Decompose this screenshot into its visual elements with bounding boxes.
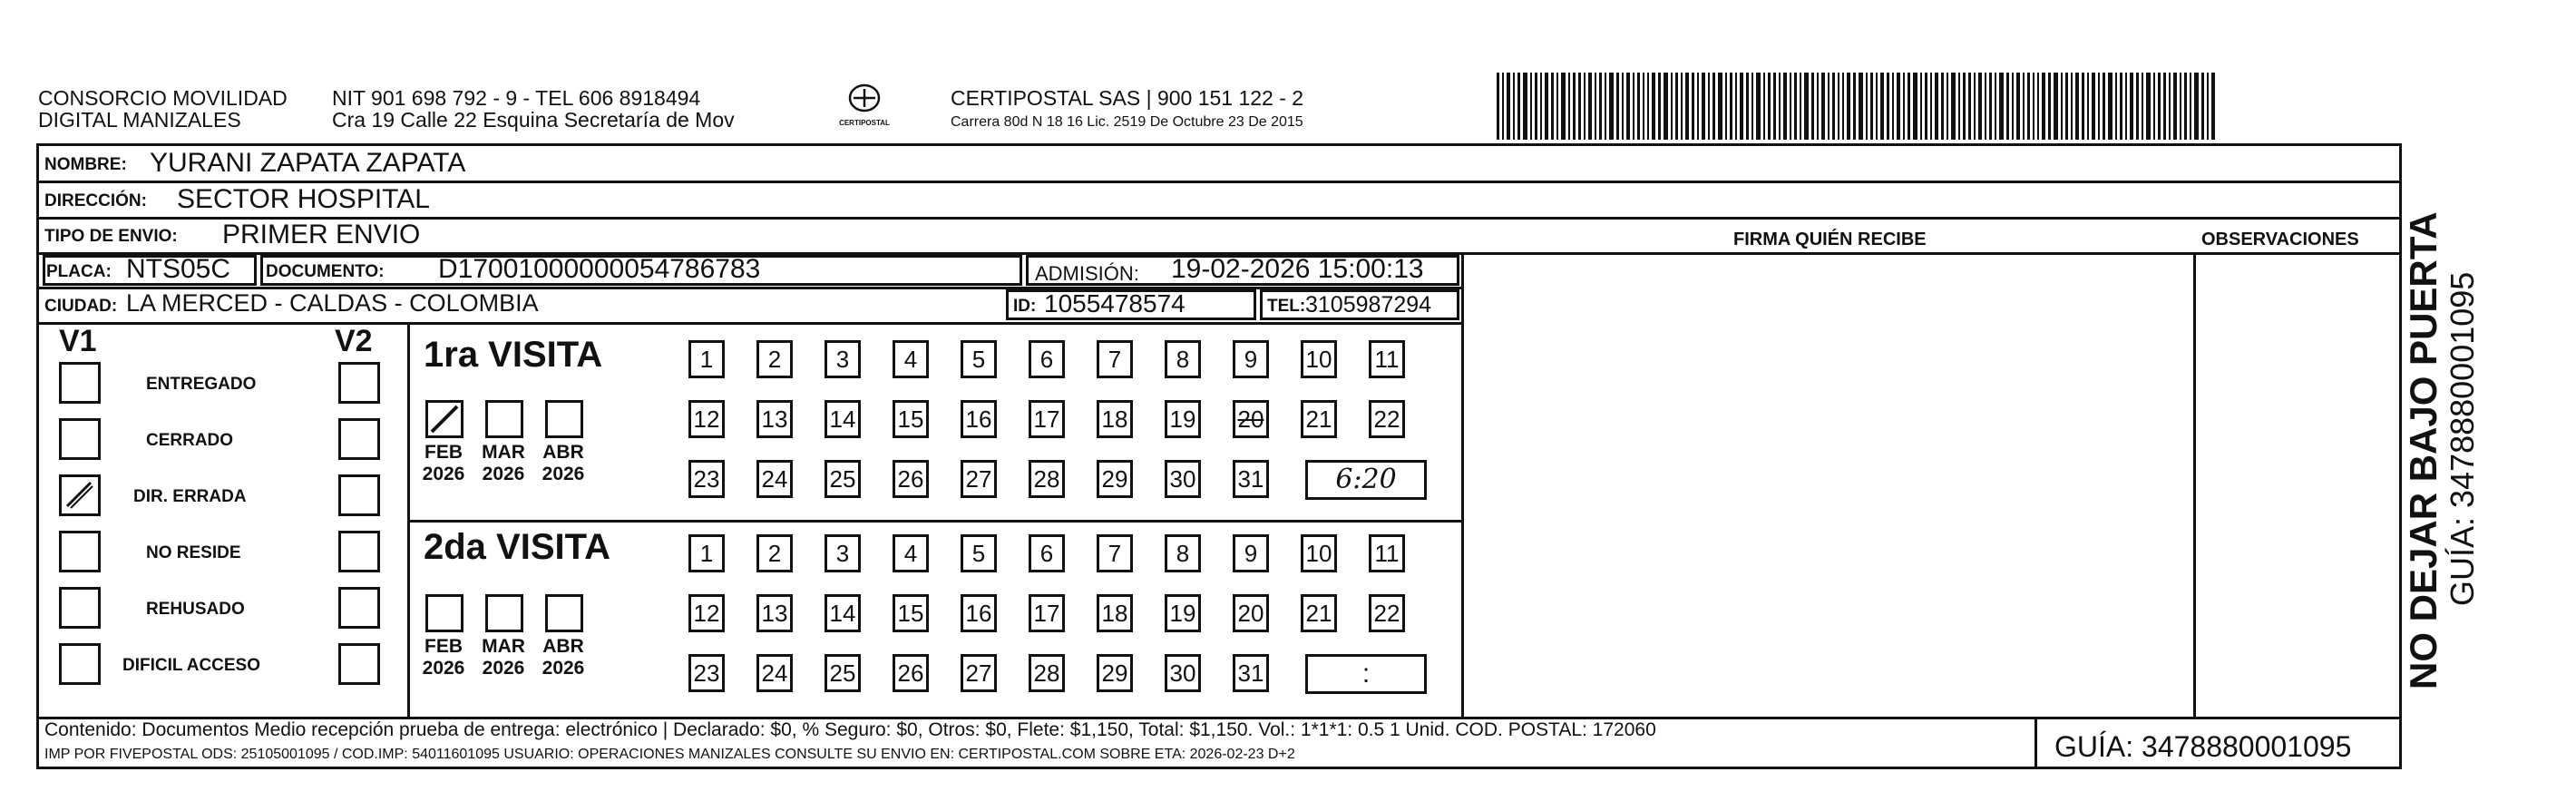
barcode-bar (1746, 73, 1749, 140)
barcode-bar (1643, 73, 1644, 140)
barcode-bar (1887, 73, 1889, 140)
visit2-month-checkbox-abr[interactable] (545, 594, 583, 632)
barcode-bar (1730, 73, 1732, 140)
barcode-bar (1658, 73, 1661, 140)
delivery-guide-form (36, 143, 2402, 769)
barcode-bar (1920, 73, 1922, 140)
visit1-day-11[interactable]: 11 (1369, 340, 1405, 378)
barcode-bar (2163, 73, 2166, 140)
barcode-bar (1517, 73, 1520, 140)
observaciones-label: OBSERVACIONES (2201, 230, 2359, 249)
barcode-bar (2190, 73, 2191, 140)
barcode-bar (1779, 73, 1781, 140)
barcode-bar (2023, 73, 2025, 140)
barcode-bar (1633, 73, 1634, 140)
visit2-day-3[interactable]: 3 (825, 534, 861, 572)
barcode-bar (2201, 73, 2204, 140)
visit2-day-16[interactable]: 16 (961, 594, 997, 632)
barcode-bar (2054, 73, 2058, 140)
barcode-bar (1545, 73, 1548, 140)
barcode-bar (1978, 73, 1982, 140)
visit1-day-15[interactable]: 15 (893, 400, 929, 438)
barcode-bar (1853, 73, 1856, 140)
barcode-bar (1540, 73, 1542, 140)
v1-checkbox-6[interactable] (59, 643, 101, 685)
barcode-bar (2184, 73, 2187, 140)
visit2-time-box[interactable]: : (1305, 654, 1427, 694)
visit1-day-18[interactable]: 18 (1097, 400, 1133, 438)
month-year: 2026 (482, 658, 525, 679)
barcode-bar (2042, 73, 2045, 140)
visit1-day-3[interactable]: 3 (825, 340, 861, 378)
visit2-day-15[interactable]: 15 (893, 594, 929, 632)
v2-checkbox-4[interactable] (338, 531, 380, 572)
visit1-day-30[interactable]: 30 (1165, 460, 1201, 498)
barcode-bar (2142, 73, 2143, 140)
barcode-bar (1985, 73, 1986, 140)
barcode-bar (2173, 73, 2177, 140)
check-mark-icon (62, 477, 98, 513)
barcode-bar (1999, 73, 2004, 140)
visit1-month-checkbox-abr[interactable] (545, 400, 583, 438)
barcode-bar (1870, 73, 1873, 140)
status-label-3: DIR. ERRADA (133, 487, 247, 506)
barcode-bar (2108, 73, 2113, 140)
visit2-day-29[interactable]: 29 (1097, 654, 1133, 692)
barcode-bar (2027, 73, 2030, 140)
barcode-bar (1513, 73, 1515, 140)
barcode-bar (1859, 73, 1863, 140)
barcode-bar (1804, 73, 1809, 140)
vehicle-plate: NTS05C (126, 254, 231, 284)
visit2-day-2[interactable]: 2 (756, 534, 793, 572)
v1-checkbox-1[interactable] (59, 362, 101, 404)
visit1-day-4[interactable]: 4 (893, 340, 929, 378)
visit2-day-24[interactable]: 24 (756, 654, 793, 692)
barcode-bar (2153, 73, 2155, 140)
visit1-day-14[interactable]: 14 (825, 400, 861, 438)
visit2-month-checkbox-feb[interactable] (425, 594, 463, 632)
visit2-day-11[interactable]: 11 (1369, 534, 1405, 572)
v1-checkbox-5[interactable] (59, 587, 101, 629)
visit2-day-26[interactable]: 26 (893, 654, 929, 692)
barcode-bar (1968, 73, 1971, 140)
visit2-day-12[interactable]: 12 (688, 594, 725, 632)
barcode-bar (1958, 73, 1960, 140)
side-guia: GUÍA: 3478880001095 (2444, 271, 2481, 606)
barcode-bar (1507, 73, 1510, 140)
barcode-bar (2136, 73, 2139, 140)
admission-date: 19-02-2026 15:00:13 (1171, 254, 1424, 284)
barcode-bar (1908, 73, 1910, 140)
v2-checkbox-5[interactable] (338, 587, 380, 629)
barcode-bar (1626, 73, 1630, 140)
direccion-label: DIRECCIÓN: (44, 191, 147, 210)
visit1-day-1[interactable]: 1 (688, 340, 725, 378)
barcode-bar (1718, 73, 1722, 140)
visit1-day-29[interactable]: 29 (1097, 460, 1133, 498)
visit2-day-1[interactable]: 1 (688, 534, 725, 572)
month-year: 2026 (482, 464, 525, 484)
visit2-day-19[interactable]: 19 (1165, 594, 1201, 632)
barcode-bar (1817, 73, 1819, 140)
barcode-bar (2075, 73, 2079, 140)
barcode-bar (1578, 73, 1581, 140)
v1-checkbox-4[interactable] (59, 531, 101, 572)
v2-checkbox-6[interactable] (338, 643, 380, 685)
barcode-bar (1866, 73, 1868, 140)
barcode-bar (1763, 73, 1765, 140)
visit1-day-10[interactable]: 10 (1301, 340, 1337, 378)
visit1-day-2[interactable]: 2 (756, 340, 793, 378)
barcode-bar (1773, 73, 1776, 140)
barcode-bar (2033, 73, 2034, 140)
barcode-bar (1664, 73, 1668, 140)
certipostal-logo (833, 82, 896, 136)
certipostal-address: Carrera 80d N 18 16 Lic. 2519 De Octubre 23 De 2015 (951, 114, 1303, 130)
barcode-bar (1584, 73, 1586, 140)
month-year: 2026 (422, 464, 465, 484)
barcode-bar (1963, 73, 1966, 140)
visit1-day-8[interactable]: 8 (1165, 340, 1201, 378)
visit1-day-20[interactable]: 20 (1233, 400, 1269, 438)
barcode-bar (1599, 73, 1602, 140)
barcode-bar (2048, 73, 2051, 140)
visit2-day-18[interactable]: 18 (1097, 594, 1133, 632)
visit1-day-25[interactable]: 25 (825, 460, 861, 498)
recipient-name: YURANI ZAPATA ZAPATA (150, 148, 466, 178)
barcode-bar (1637, 73, 1640, 140)
status-label-6: DIFICIL ACCESO (122, 656, 261, 675)
visit1-day-22[interactable]: 22 (1369, 400, 1405, 438)
visit2-day-13[interactable]: 13 (756, 594, 793, 632)
v1-label: V1 (59, 324, 97, 358)
certipostal-nit: CERTIPOSTAL SAS | 900 151 122 - 2 (951, 86, 1304, 110)
visit2-day-21[interactable]: 21 (1301, 594, 1337, 632)
barcode-bar (1708, 73, 1710, 140)
month-year: 2026 (542, 464, 585, 484)
v2-checkbox-3[interactable] (338, 474, 380, 516)
barcode-bar (1897, 73, 1900, 140)
print-info-line: IMP POR FIVEPOSTAL ODS: 25105001095 / COD.IMP: 54011601095 USUARIO: OPERACIONES MANIZALES CONSULTE SU ENVIO EN: CERTIPOSTAL.COM SOBRE ETA: 2026-02-23 D+2 (44, 747, 1295, 762)
barcode-bar (1605, 73, 1606, 140)
visit1-day-13[interactable]: 13 (756, 400, 793, 438)
first-visit-title: 1ra VISITA (424, 335, 603, 375)
visit2-day-4[interactable]: 4 (893, 534, 929, 572)
barcode-bar (1740, 73, 1743, 140)
barcode-bar (1794, 73, 1797, 140)
side-warning: NO DEJAR BAJO PUERTA (2402, 211, 2444, 689)
visit1-day-17[interactable]: 17 (1029, 400, 1065, 438)
barcode-bar (2125, 73, 2127, 140)
guia-number: GUÍA: 3478880001095 (2054, 730, 2352, 763)
v2-checkbox-1[interactable] (338, 362, 380, 404)
v1-checkbox-2[interactable] (59, 418, 101, 460)
barcode-bar (1556, 73, 1558, 140)
month-name: ABR (542, 442, 584, 463)
barcode-bar (1951, 73, 1956, 140)
month-name: FEB (424, 636, 463, 657)
id-label: ID: (1013, 297, 1037, 316)
visit2-day-14[interactable]: 14 (825, 594, 861, 632)
visit2-month-label-mar (476, 636, 531, 679)
certipostal-logo-icon (844, 82, 884, 114)
barcode-bar (2146, 73, 2151, 140)
visit2-day-27[interactable]: 27 (961, 654, 997, 692)
barcode-bar (1989, 73, 1992, 140)
barcode-bar (2082, 73, 2084, 140)
visit2-day-17[interactable]: 17 (1029, 594, 1065, 632)
barcode-bar (1735, 73, 1737, 140)
barcode-bar (1847, 73, 1850, 140)
barcode-bar (1573, 73, 1576, 140)
barcode-bar (1880, 73, 1884, 140)
visit2-day-5[interactable]: 5 (961, 534, 997, 572)
contents-line: Contenido: Documentos Medio recepción prueba de entrega: electrónico | Declarado: $0, % Seguro: $0, Otros: $0, Flete: $1,150, Total: $1,150. Vol.: 1*1*1: 0.5 1 Unid. COD. POSTAL: 172060 (44, 719, 1656, 740)
barcode-bar (1535, 73, 1537, 140)
barcode-bar (1616, 73, 1619, 140)
visit2-day-28[interactable]: 28 (1029, 654, 1065, 692)
tipo-envio-label: TIPO DE ENVIO: (44, 227, 178, 246)
document-number: D17001000000054786783 (438, 254, 761, 284)
barcode-bar (2006, 73, 2009, 140)
visit2-day-8[interactable]: 8 (1165, 534, 1201, 572)
documento-label: DOCUMENTO: (266, 262, 385, 281)
barcode-bar (2065, 73, 2068, 140)
status-label-1: ENTREGADO (146, 375, 257, 394)
barcode-bar (1647, 73, 1649, 140)
visit2-month-checkbox-mar[interactable] (485, 594, 523, 632)
nombre-label: NOMBRE: (44, 155, 127, 174)
visit1-month-label-mar (476, 442, 531, 485)
month-name: MAR (482, 636, 525, 657)
firma-label: FIRMA QUIÉN RECIBE (1733, 230, 1927, 249)
placa-label: PLACA: (46, 262, 112, 281)
barcode-bar (1892, 73, 1894, 140)
recipient-city: LA MERCED - CALDAS - COLOMBIA (126, 289, 539, 317)
company-address: Cra 19 Calle 22 Esquina Secretaría de Mov (332, 108, 735, 132)
barcode-bar (1702, 73, 1705, 140)
month-name: MAR (482, 442, 525, 463)
barcode-bar (1842, 73, 1844, 140)
company-name-line1: CONSORCIO MOVILIDAD (38, 86, 288, 110)
barcode-bar (1925, 73, 1927, 140)
barcode-bar (2180, 73, 2181, 140)
logo-text: CERTIPOSTAL (839, 119, 890, 127)
barcode-bar (1821, 73, 1825, 140)
barcode-bar (1622, 73, 1624, 140)
barcode-bar (1974, 73, 1976, 140)
barcode-bar (1685, 73, 1689, 140)
visit1-day-24[interactable]: 24 (756, 460, 793, 498)
status-label-2: CERRADO (146, 431, 234, 450)
barcode-bar (1725, 73, 1727, 140)
barcode-bar (1756, 73, 1761, 140)
barcode-bar (2207, 73, 2209, 140)
barcode-bar (1828, 73, 1830, 140)
visit1-month-checkbox-mar[interactable] (485, 400, 523, 438)
barcode-bar (1712, 73, 1715, 140)
visit1-day-9[interactable]: 9 (1233, 340, 1269, 378)
status-label-4: NO RESIDE (146, 543, 241, 562)
company-name-line2: DIGITAL MANIZALES (38, 108, 241, 132)
visit1-day-31[interactable]: 31 (1233, 460, 1269, 498)
admision-label: ADMISIÓN: (1035, 262, 1139, 285)
visit2-day-9[interactable]: 9 (1233, 534, 1269, 572)
tel-label: TEL: (1267, 297, 1306, 316)
barcode (1497, 73, 2222, 140)
barcode-bar (1935, 73, 1938, 140)
barcode-bar (2061, 73, 2063, 140)
visit2-day-20[interactable]: 20 (1233, 594, 1269, 632)
barcode-bar (2016, 73, 2020, 140)
barcode-bar (2120, 73, 2122, 140)
barcode-bar (1876, 73, 1878, 140)
barcode-bar (1832, 73, 1835, 140)
barcode-bar (1790, 73, 1791, 140)
barcode-bar (2158, 73, 2161, 140)
recipient-id: 1055478574 (1044, 289, 1186, 318)
barcode-bar (2012, 73, 2014, 140)
barcode-bar (1568, 73, 1570, 140)
barcode-bar (1800, 73, 1801, 140)
barcode-bar (2194, 73, 2199, 140)
second-visit-title: 2da VISITA (424, 527, 610, 567)
month-year: 2026 (542, 658, 585, 679)
month-name: FEB (424, 442, 463, 463)
visit1-day-28[interactable]: 28 (1029, 460, 1065, 498)
v1-checkbox-3[interactable] (59, 474, 101, 516)
visit1-day-5[interactable]: 5 (961, 340, 997, 378)
barcode-bar (2087, 73, 2089, 140)
visit2-day-31[interactable]: 31 (1233, 654, 1269, 692)
visit1-day-26[interactable]: 26 (893, 460, 929, 498)
visit1-day-27[interactable]: 27 (961, 460, 997, 498)
barcode-bar (1930, 73, 1932, 140)
shipment-type: PRIMER ENVIO (222, 220, 421, 249)
visit2-month-label-abr (536, 636, 590, 679)
visit2-day-10[interactable]: 10 (1301, 534, 1337, 572)
ciudad-label: CIUDAD: (44, 297, 118, 316)
visit2-day-30[interactable]: 30 (1165, 654, 1201, 692)
visit1-month-label-abr (536, 442, 590, 485)
visit2-day-22[interactable]: 22 (1369, 594, 1405, 632)
barcode-bar (2037, 73, 2039, 140)
barcode-bar (1697, 73, 1699, 140)
barcode-bar (1768, 73, 1771, 140)
barcode-bar (1941, 73, 1944, 140)
barcode-bar (1671, 73, 1673, 140)
barcode-bar (1530, 73, 1532, 140)
barcode-bar (2115, 73, 2117, 140)
visit1-time-box[interactable]: 6:20 (1305, 460, 1427, 500)
company-nit: NIT 901 698 792 - 9 - TEL 606 8918494 (332, 86, 701, 110)
visit1-day-23[interactable]: 23 (688, 460, 725, 498)
barcode-bar (1609, 73, 1614, 140)
barcode-bar (1652, 73, 1655, 140)
barcode-bar (1523, 73, 1527, 140)
barcode-bar (1947, 73, 1948, 140)
barcode-bar (1588, 73, 1592, 140)
barcode-bar (1681, 73, 1683, 140)
barcode-bar (1551, 73, 1554, 140)
barcode-bar (2071, 73, 2073, 140)
visit2-day-23[interactable]: 23 (688, 654, 725, 692)
barcode-bar (1561, 73, 1566, 140)
recipient-address: SECTOR HOSPITAL (177, 184, 430, 214)
barcode-bar (2103, 73, 2105, 140)
visit1-day-19[interactable]: 19 (1165, 400, 1201, 438)
barcode-bar (1502, 73, 1504, 140)
visit2-day-7[interactable]: 7 (1097, 534, 1133, 572)
visit1-day-21[interactable]: 21 (1301, 400, 1337, 438)
barcode-bar (1751, 73, 1753, 140)
barcode-bar (1675, 73, 1678, 140)
barcode-bar (2092, 73, 2095, 140)
visit1-day-16[interactable]: 16 (961, 400, 997, 438)
barcode-bar (2130, 73, 2133, 140)
visit1-day-12[interactable]: 12 (688, 400, 725, 438)
barcode-bar (2098, 73, 2100, 140)
visit2-day-25[interactable]: 25 (825, 654, 861, 692)
visit1-month-label-feb (416, 442, 471, 485)
v2-checkbox-2[interactable] (338, 418, 380, 460)
barcode-bar (1692, 73, 1694, 140)
v2-label: V2 (335, 324, 373, 358)
visit1-day-6[interactable]: 6 (1029, 340, 1065, 378)
visit2-day-6[interactable]: 6 (1029, 534, 1065, 572)
month-year: 2026 (422, 658, 465, 679)
barcode-bar (1838, 73, 1839, 140)
barcode-bar (1783, 73, 1787, 140)
barcode-bar (1995, 73, 1996, 140)
check-mark-icon (428, 403, 461, 435)
barcode-bar (1811, 73, 1814, 140)
barcode-bar (2211, 73, 2215, 140)
barcode-bar (1913, 73, 1917, 140)
visit2-month-label-feb (416, 636, 471, 679)
barcode-bar (1903, 73, 1905, 140)
month-name: ABR (542, 636, 584, 657)
visit1-day-7[interactable]: 7 (1097, 340, 1133, 378)
recipient-phone: 3105987294 (1305, 292, 1432, 318)
status-label-5: REHUSADO (146, 600, 245, 619)
barcode-bar (2169, 73, 2171, 140)
visit1-month-checkbox-feb[interactable] (425, 400, 463, 438)
barcode-bar (1595, 73, 1596, 140)
barcode-bar (1497, 73, 1499, 140)
